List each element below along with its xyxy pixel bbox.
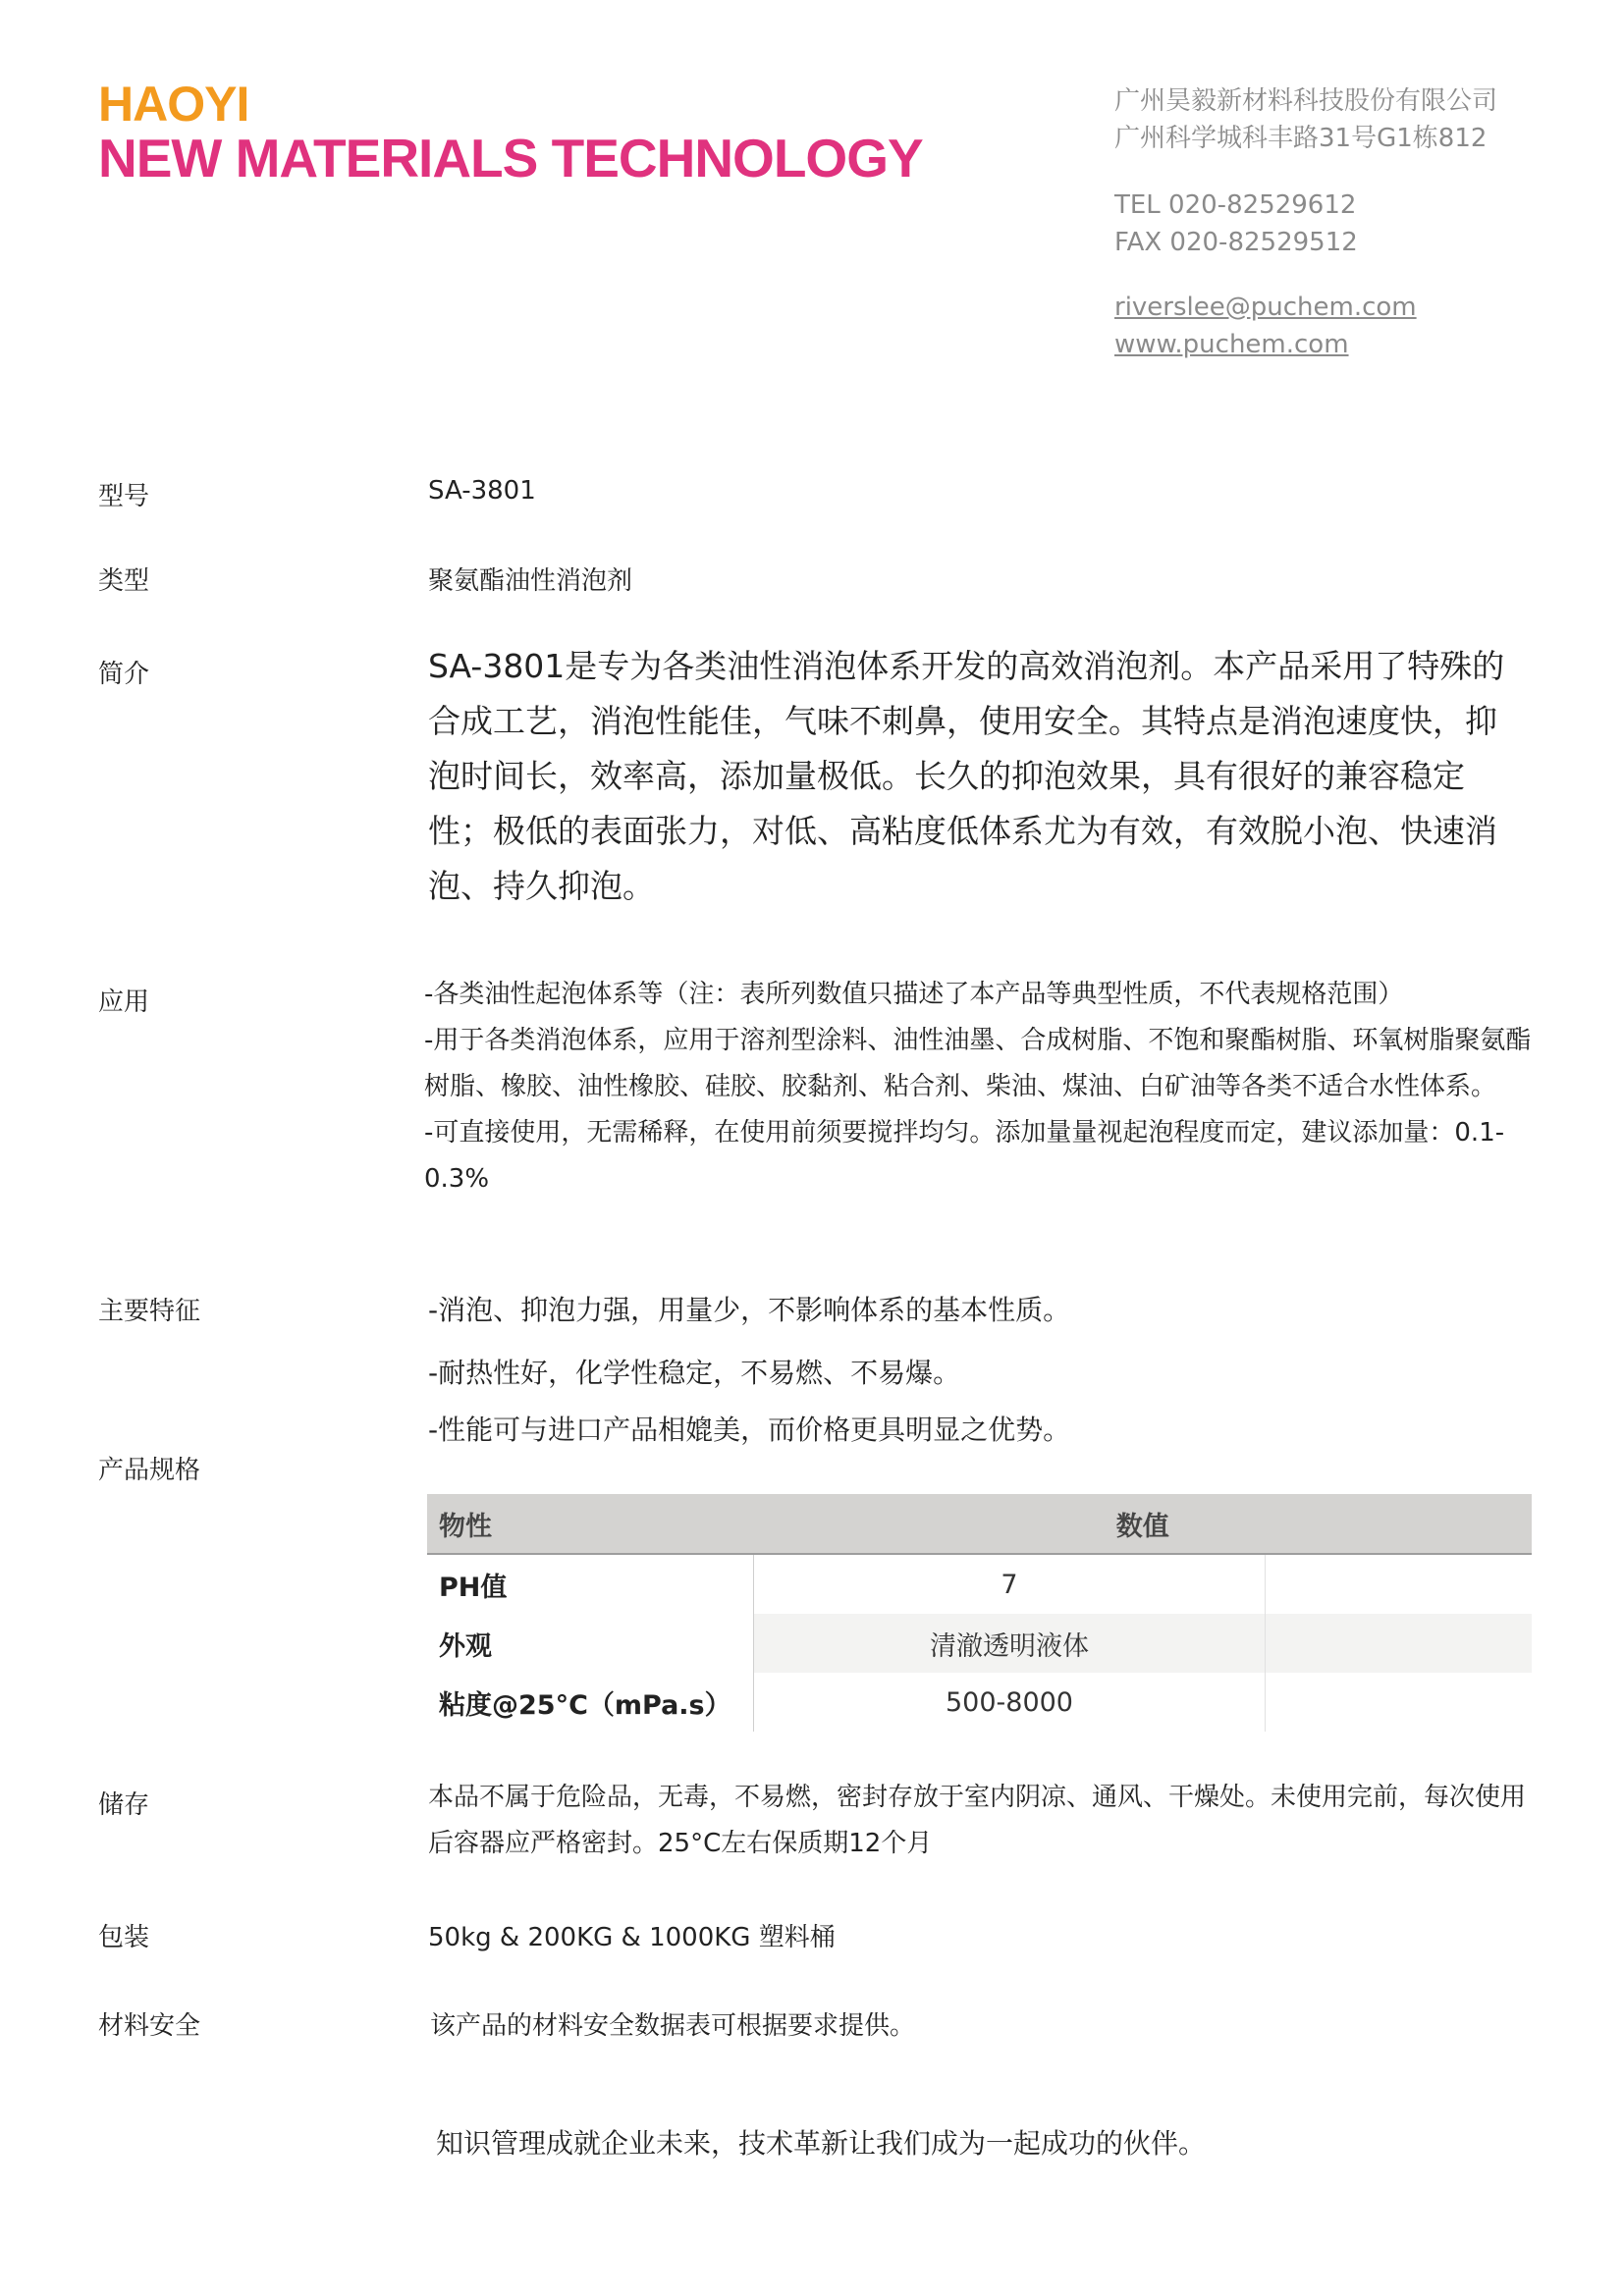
fax-number: FAX 020-82529512	[1114, 228, 1358, 257]
storage-text: 本品不属于危险品，无毒，不易燃，密封存放于室内阴凉、通风、干燥处。未使用完前，每次使用后容器应严格密封。25°C左右保质期12个月	[428, 1783, 1527, 1858]
safety-label: 材料安全	[98, 2011, 201, 2041]
intro-label: 简介	[98, 660, 150, 689]
packaging-label: 包装	[98, 1923, 150, 1952]
brand-name: HAOYI	[98, 77, 249, 132]
feature-item: -消泡、抑泡力强，用量少，不影响体系的基本性质。	[428, 1294, 1071, 1326]
spec-value: 清澈透明液体	[754, 1614, 1266, 1673]
application-label: 应用	[98, 988, 150, 1017]
spec-label: 产品规格	[98, 1456, 201, 1485]
spec-property: 外观	[427, 1614, 754, 1673]
type-value: 聚氨酯油性消泡剂	[428, 566, 633, 596]
company-address: 广州科学城科丰路31号G1栋812	[1114, 124, 1488, 153]
spec-property: PH值	[427, 1554, 754, 1614]
storage-label: 储存	[98, 1790, 150, 1820]
safety-value: 该产品的材料安全数据表可根据要求提供。	[430, 2011, 916, 2041]
feature-item: -耐热性好，化学性稳定，不易燃、不易爆。	[428, 1357, 961, 1389]
application-item: -可直接使用，无需稀释，在使用前须要搅拌均匀。添加量量视起泡程度而定，建议添加量：0.1-0.3%	[424, 1118, 1505, 1194]
spec-table-header	[427, 1494, 1532, 1554]
model-label: 型号	[98, 482, 150, 511]
brand-tagline: NEW MATERIALS TECHNOLOGY	[98, 128, 923, 188]
email-link[interactable]: riverslee@puchem.com	[1114, 293, 1417, 322]
brand-logo	[98, 79, 923, 187]
spec-value: 7	[754, 1554, 1266, 1614]
spec-property: 粘度@25°C（mPa.s）	[427, 1673, 754, 1732]
application-list	[424, 972, 1534, 1202]
type-label: 类型	[98, 566, 150, 596]
footer-slogan: 知识管理成就企业未来，技术革新让我们成为一起成功的伙伴。	[436, 2127, 1207, 2160]
website-link[interactable]: www.puchem.com	[1114, 330, 1349, 359]
table-row	[427, 1614, 1532, 1673]
table-row	[427, 1554, 1532, 1614]
application-item: -各类油性起泡体系等（注：表所列数值只描述了本产品等典型性质，不代表规格范围）	[424, 980, 1404, 1009]
model-value: SA-3801	[428, 476, 536, 506]
tel-number: TEL 020-82529612	[1114, 190, 1357, 220]
spec-header-value: 数值	[754, 1494, 1533, 1554]
spec-header-property: 物性	[427, 1494, 754, 1554]
feature-item: -性能可与进口产品相媲美，而价格更具明显之优势。	[428, 1414, 1071, 1446]
contact-block	[1114, 82, 1497, 363]
packaging-value: 50kg & 200KG & 1000KG 塑料桶	[428, 1923, 836, 1952]
spec-table	[427, 1494, 1532, 1732]
spec-value: 500-8000	[754, 1673, 1266, 1732]
features-label: 主要特征	[98, 1297, 201, 1326]
company-name: 广州昊毅新材料科技股份有限公司	[1114, 86, 1498, 116]
application-item: -用于各类消泡体系，应用于溶剂型涂料、油性油墨、合成树脂、不饱和聚酯树脂、环氧树脂聚氨酯树脂、橡胶、油性橡胶、硅胶、胶黏剂、粘合剂、柴油、煤油、白矿油等各类不适合水性体系。	[424, 1026, 1532, 1101]
table-row	[427, 1673, 1532, 1732]
intro-text: SA-3801是专为各类油性消泡体系开发的高效消泡剂。本产品采用了特殊的合成工艺，消泡性能佳，气味不刺鼻，使用安全。其特点是消泡速度快，抑泡时间长，效率高，添加量极低。长久的抑泡效果，具有很好的兼容稳定性；极低的表面张力，对低、高粘度低体系尤为有效，有效脱小泡、快速消泡、持久抑泡。	[428, 647, 1505, 905]
